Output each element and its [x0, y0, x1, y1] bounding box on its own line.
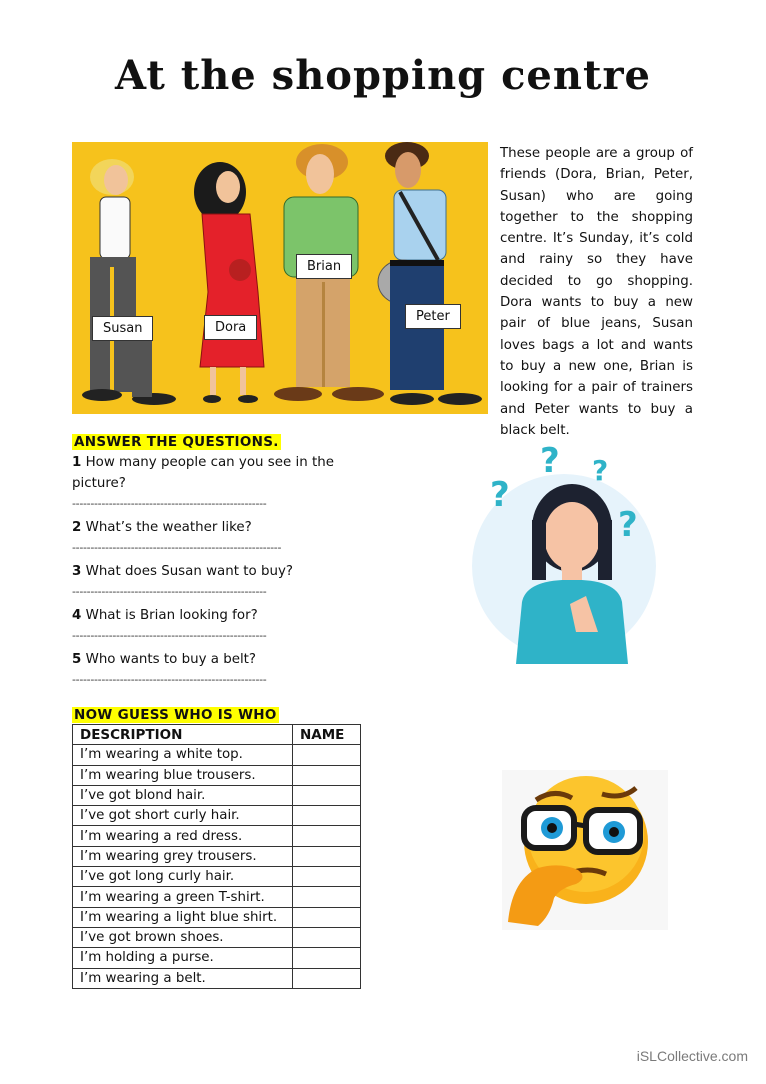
- question-number: 4: [72, 608, 82, 623]
- question-number: 2: [72, 520, 82, 535]
- description-cell: I’ve got short curly hair.: [73, 806, 293, 826]
- table-row: [73, 867, 361, 887]
- name-cell[interactable]: [293, 968, 361, 988]
- thinking-girl-drawing: [466, 436, 662, 664]
- thinking-emoji: [502, 770, 668, 934]
- name-cell[interactable]: [293, 785, 361, 805]
- question-mark: ?: [490, 475, 510, 515]
- question-text: What is Brian looking for?: [81, 608, 258, 623]
- name-header: NAME: [293, 725, 361, 745]
- description-cell: I’ve got long curly hair.: [73, 867, 293, 887]
- name-cell[interactable]: [293, 745, 361, 765]
- guess-heading-text: NOW GUESS WHO IS WHO: [74, 707, 277, 723]
- table-header-row: [73, 725, 361, 745]
- name-cell[interactable]: [293, 948, 361, 968]
- footer-watermark: iSLCollective.com: [636, 1048, 748, 1064]
- friends-drawing: [72, 142, 488, 414]
- question-5: [72, 649, 362, 685]
- table-row: [73, 826, 361, 846]
- description-header: DESCRIPTION: [73, 725, 293, 745]
- description-cell: I’m holding a purse.: [73, 948, 293, 968]
- description-cell: I’m wearing blue trousers.: [73, 765, 293, 785]
- name-cell[interactable]: [293, 907, 361, 927]
- name-cell[interactable]: [293, 765, 361, 785]
- description-cell: I’m wearing a belt.: [73, 968, 293, 988]
- answer-line: ---------------------------------------------------------: [72, 542, 282, 553]
- thinking-girl-illustration: [466, 436, 662, 668]
- label-peter: Peter: [405, 304, 461, 329]
- question-text: What’s the weather like?: [81, 520, 252, 535]
- answer-line: -----------------------------------------------------: [72, 630, 267, 641]
- table-row: [73, 806, 361, 826]
- answer-line: -----------------------------------------------------: [72, 498, 267, 509]
- description-cell: I’ve got brown shoes.: [73, 927, 293, 947]
- questions-heading-text: ANSWER THE QUESTIONS.: [74, 434, 279, 450]
- question-text: What does Susan want to buy?: [81, 564, 293, 579]
- name-cell[interactable]: [293, 867, 361, 887]
- question-1: [72, 452, 362, 509]
- description-cell: I’m wearing grey trousers.: [73, 846, 293, 866]
- description-cell: I’m wearing a light blue shirt.: [73, 907, 293, 927]
- question-number: 1: [72, 455, 82, 470]
- description-cell: I’m wearing a green T-shirt.: [73, 887, 293, 907]
- intro-paragraph: These people are a group of friends (Dora, Brian, Peter, Susan) who are going together to the shopping centre. It’s Sunday, it’s cold and rainy so they have decided to go shopping. Dora wants to buy a new pair of blue jeans, Susan loves bags a lot and wants to buy a new one, Brian is looking for a pair of trainers and Peter wants to buy a black belt.: [500, 146, 693, 438]
- answer-line: -----------------------------------------------------: [72, 586, 267, 597]
- questions-list: [72, 452, 362, 693]
- question-mark: ?: [592, 454, 609, 487]
- table-row: [73, 745, 361, 765]
- table-row: [73, 948, 361, 968]
- name-cell[interactable]: [293, 887, 361, 907]
- question-number: 3: [72, 564, 82, 579]
- table-row: [73, 846, 361, 866]
- name-cell[interactable]: [293, 806, 361, 826]
- description-cell: I’m wearing a red dress.: [73, 826, 293, 846]
- friends-illustration: [72, 142, 488, 414]
- name-cell[interactable]: [293, 826, 361, 846]
- guess-table: [72, 724, 361, 989]
- label-brian: Brian: [296, 254, 352, 279]
- thinking-emoji-drawing: [502, 770, 668, 930]
- question-4: [72, 605, 362, 641]
- page-title: At the shopping centre: [115, 52, 651, 99]
- label-susan: Susan: [92, 316, 153, 341]
- table-row: [73, 968, 361, 988]
- table-row: [73, 765, 361, 785]
- question-2: [72, 517, 362, 553]
- table-row: [73, 887, 361, 907]
- description-cell: I’ve got blond hair.: [73, 785, 293, 805]
- question-mark: ?: [618, 505, 638, 545]
- question-text: How many people can you see in the picture?: [72, 455, 334, 491]
- table-row: [73, 927, 361, 947]
- label-dora: Dora: [204, 315, 257, 340]
- description-cell: I’m wearing a white top.: [73, 745, 293, 765]
- question-number: 5: [72, 652, 82, 667]
- answer-line: -----------------------------------------------------: [72, 674, 267, 685]
- question-mark: ?: [540, 441, 560, 481]
- table-row: [73, 785, 361, 805]
- question-3: [72, 561, 362, 597]
- name-cell[interactable]: [293, 927, 361, 947]
- question-text: Who wants to buy a belt?: [81, 652, 257, 667]
- guess-heading: [72, 704, 279, 723]
- name-cell[interactable]: [293, 846, 361, 866]
- table-row: [73, 907, 361, 927]
- questions-heading: [72, 431, 281, 450]
